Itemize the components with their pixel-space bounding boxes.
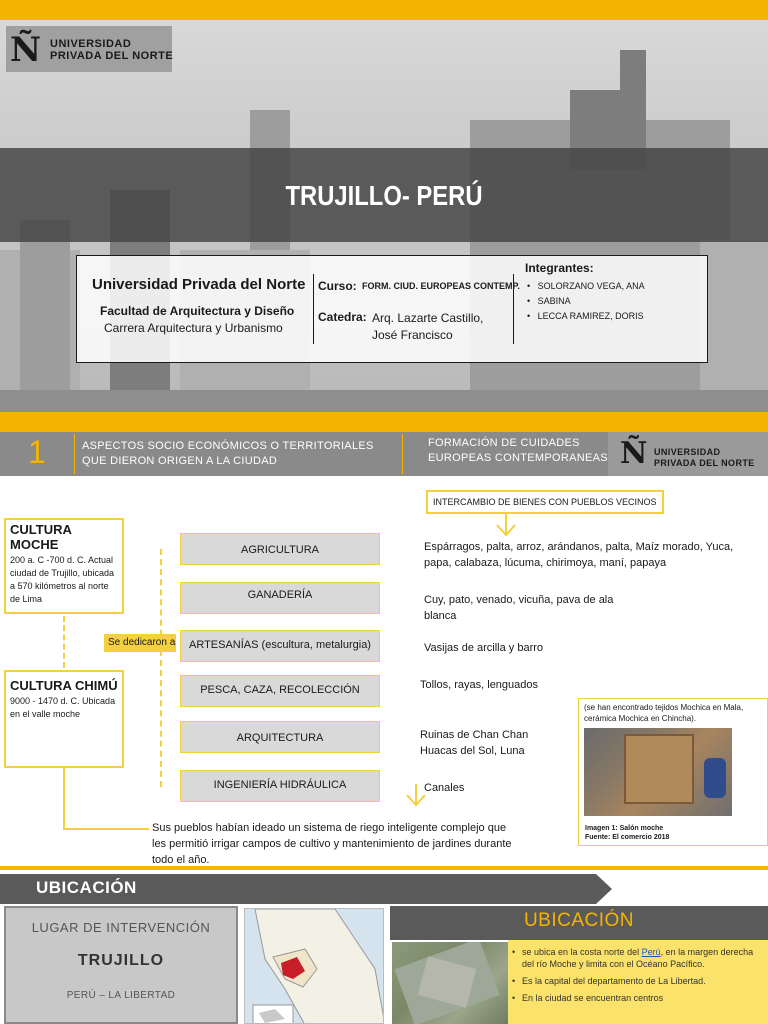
detail-pesca: Tollos, rayas, lenguados [420, 679, 539, 691]
cultura-chimu-title: CULTURA CHIMÚ [10, 678, 118, 693]
career-name: Carrera Arquitectura y Urbanismo [104, 321, 283, 335]
curso-value: FORM. CIUD. EUROPEAS CONTEMP. [362, 281, 520, 291]
irrigation-connector [63, 768, 65, 830]
ubicacion-bullet: • Es la capital del departamento de La Libertad. [512, 975, 766, 987]
exchange-label: INTERCAMBIO DE BIENES CON PUEBLOS VECINOS [433, 497, 657, 507]
ubicacion-band-title: UBICACIÓN [36, 878, 137, 897]
university-logo-icon: Ñ [10, 30, 42, 70]
arrow-down-icon [404, 784, 428, 808]
activity-arquitectura: ARQUITECTURA [180, 721, 380, 753]
university-name: Universidad Privada del Norte [92, 276, 306, 293]
hero-top-accent-bar [0, 0, 768, 20]
arrow-down-icon [494, 514, 518, 538]
integrante-item: • LECCA RAMIREZ, DORIS [527, 311, 644, 321]
section-logo-text [654, 447, 755, 469]
culture-connector [63, 616, 65, 668]
detail-agricultura: Espárragos, palta, arroz, arándanos, palta, Maíz morado, Yuca, papa, calabaza, lúcuma, chirimoya, maní, papaya [424, 541, 734, 569]
info-separator [313, 274, 314, 344]
section-logo-line-1: UNIVERSIDAD [654, 447, 721, 457]
section-course-name: FORMACIÓN DE CUIDADES EUROPEAS CONTEMPORANEAS [428, 437, 608, 464]
cultura-chimu-body: 9000 - 1470 d. C. Ubicada en el valle moche [10, 696, 116, 719]
irrigation-text: Sus pueblos habían ideado un sistema de riego inteligente complejo que les permitió irrigar campos de cultivo y mantenimiento de jardines durante todo el año. [152, 822, 512, 866]
activity-agricultura: AGRICULTURA [180, 533, 380, 565]
integrantes-title: Integrantes: [525, 261, 594, 275]
lugar-subtitle: PERÚ – LA LIBERTAD [66, 990, 176, 1001]
ubicacion-bullets [512, 946, 766, 1004]
curso-label: Curso: [318, 279, 357, 293]
integrantes-list [527, 279, 645, 324]
aerial-photo [392, 942, 508, 1024]
detail-ganaderia: Cuy, pato, venado, vicuña, pava de ala blanca [424, 594, 614, 622]
hero-bottom-accent-bar [0, 412, 768, 432]
activity-pesca: PESCA, CAZA, RECOLECCIÓN [180, 675, 380, 707]
detail-arquitectura: Ruinas de Chan Chan Huacas del Sol, Luna [420, 729, 529, 757]
photo-note: (se han encontrado tejidos Mochica en Mala, cerámica Mochica en Chincha). [584, 703, 744, 723]
integrante-item: • SABINA [527, 296, 571, 306]
dedicaron-label: Se dedicaron a [104, 634, 176, 652]
section-logo-line-2: PRIVADA DEL NORTE [654, 458, 755, 468]
salon-moche-photo [584, 728, 732, 816]
logo-line-1: UNIVERSIDAD [50, 38, 132, 50]
irrigation-connector [63, 828, 149, 830]
activities-connector [160, 549, 162, 787]
photo-caption-line-2: Fuente: El comercio 2018 [585, 834, 670, 841]
photo-caption-line-1: Imagen 1: Salón moche [585, 825, 664, 832]
ubicacion-bullet: • En la ciudad se encuentran centros [512, 992, 766, 1004]
page-title: TRUJILLO- PERÚ [285, 180, 483, 211]
section-number: 1 [28, 434, 46, 470]
integrante-item: • SOLORZANO VEGA, ANA [527, 281, 645, 291]
detail-artesanias: Vasijas de arcilla y barro [424, 642, 544, 654]
section-title: ASPECTOS SOCIO ECONÓMICOS O TERRITORIALES QUE DIERON ORIGEN A LA CIUDAD [82, 440, 374, 467]
activity-ingenieria: INGENIERÍA HIDRÁULICA [180, 770, 380, 802]
cultura-moche-title: CULTURA MOCHE [10, 522, 72, 552]
lugar-city: TRUJILLO [77, 952, 165, 969]
section-divider [74, 434, 75, 474]
ubicacion-right-title: UBICACIÓN [523, 910, 635, 931]
activity-artesanias: ARTESANÍAS (escultura, metalurgia) [180, 630, 380, 662]
peru-region-map [244, 908, 384, 1024]
ubicacion-accent-line [0, 866, 768, 870]
ubicacion-bullet: • se ubica en la costa norte del Perú, en la margen derecha del río Moche y limita con el Océano Pacífico. [512, 946, 766, 970]
peru-link[interactable]: Perú [641, 947, 661, 957]
section-logo-icon: Ñ [620, 436, 648, 471]
activity-ganaderia: GANADERÍA [180, 582, 380, 614]
cultura-moche-content [10, 522, 120, 606]
detail-ingenieria: Canales [424, 782, 465, 794]
logo-line-2: PRIVADA DEL NORTE [50, 50, 174, 62]
cultura-moche-body: 200 a. C -700 d. C. Actual ciudad de Trujillo, ubicada a 570 kilómetros al norte de Lima [10, 555, 115, 604]
university-logo-text [50, 38, 175, 62]
lugar-title: LUGAR DE INTERVENCIÓN [31, 920, 211, 935]
section-divider [402, 434, 403, 474]
cultura-chimu-content [10, 678, 120, 721]
catedra-value: Arq. Lazarte Castillo, José Francisco [372, 311, 484, 342]
catedra-label: Catedra: [318, 310, 367, 324]
photo-caption [585, 824, 669, 842]
map-icon [245, 909, 384, 1024]
faculty-name: Facultad de Arquitectura y Diseño [100, 304, 295, 318]
